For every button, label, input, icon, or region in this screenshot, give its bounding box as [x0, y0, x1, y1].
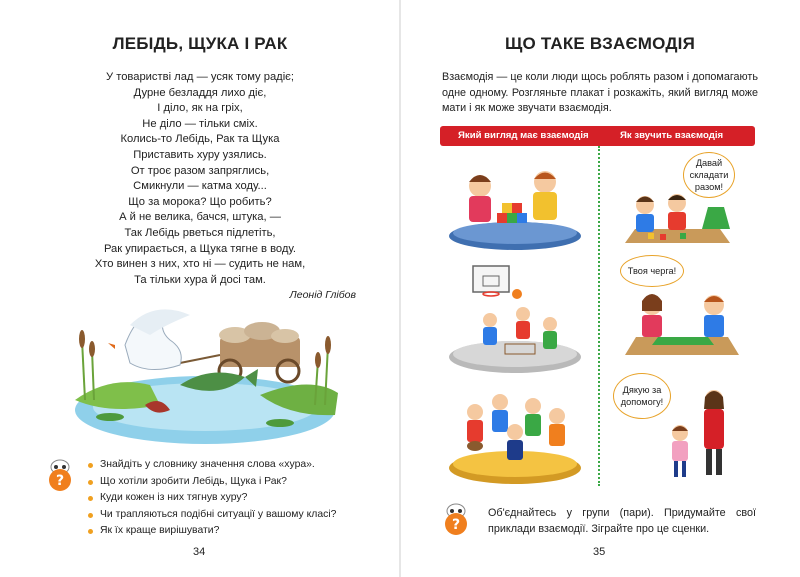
bar-label-sounds: Як звучить взаємодія: [620, 130, 724, 141]
poem-line: Рак упирається, а Щука тягне в воду.: [103, 242, 297, 255]
kids-playing-basketball-scene: [445, 262, 585, 377]
kids-music-band-scene: [445, 382, 585, 487]
speech-bubble-thanks: Дякую за допомогу!: [613, 373, 671, 419]
speech-bubble-build-together: Давай складати разом!: [683, 152, 735, 198]
poem-line: Не діло — тільки сміх.: [142, 117, 258, 130]
poem-line: І діло, як на гріх,: [157, 102, 243, 115]
right-page: [400, 0, 800, 577]
poem-line: Та тільки хура й досі там.: [134, 273, 266, 286]
svg-text:?: ?: [55, 473, 65, 489]
poster-divider: [598, 146, 600, 486]
speech-bubble-your-turn: Твоя черга!: [620, 255, 684, 287]
poem-line: Хто винен з них, хто ні — судить не нам,: [94, 258, 306, 271]
list-item: Чи трапляються подібні ситуації у вашому класі?: [88, 507, 336, 524]
swan-pike-crayfish-illustration: [70, 305, 340, 445]
poem-line: Колись-то Лебідь, Рак та Щука: [120, 133, 280, 146]
group-task-text: Об'єднайтесь у групи (пари). Придумайте свої приклади взаємодії. Зіграйте про це сценки.: [488, 507, 756, 535]
poster-header-bar: [440, 126, 755, 146]
poem-line: У товаристві лад — усяк тому радіє;: [105, 71, 295, 83]
poem-line: Що за морока? Що робить?: [128, 195, 272, 208]
poem-line: Дурне безладдя лихо діє,: [133, 86, 267, 99]
poem-line: А й не велика, бачся, штука, —: [119, 211, 281, 224]
kids-board-game-scene: [622, 285, 742, 365]
page-title: ЩО ТАКЕ ВЗАЄМОДІЯ: [505, 34, 695, 53]
list-item: Як їх краще вирішувати?: [88, 523, 336, 540]
teacher-and-child-scene: [662, 385, 737, 485]
intro-text: Взаємодія — це коли люди щось роблять разом і допомагають одне одному. Розгляньте плакат і розкажіть, який вигляд може мати і як може звучати взаємодія.: [442, 71, 758, 114]
poem-line: Смикнули — катма ходу...: [133, 180, 267, 193]
question-owl-icon: [442, 502, 470, 536]
poem-line: Так Лебідь рветься підлетіть,: [124, 226, 276, 239]
list-item: Знайдіть у словнику значення слова «хура».: [88, 457, 336, 474]
question-owl-icon: [46, 458, 74, 492]
bar-label-looks: Який вигляд має взаємодія: [458, 130, 589, 141]
poem-line: От троє разом запряглись,: [130, 164, 270, 177]
page-number-left: 34: [193, 546, 206, 558]
svg-text:?: ?: [451, 517, 461, 533]
poem-line: Приставить хуру узялись.: [133, 148, 267, 161]
list-item: Куди кожен із них тягнув хуру?: [88, 490, 336, 507]
poem-author: Леонід Глібов: [289, 289, 356, 301]
poem: [60, 70, 340, 288]
list-item: Що хотіли зробити Лебідь, Щука і Рак?: [88, 474, 336, 491]
page-number-right: 35: [593, 546, 606, 558]
poem-title: ЛЕБІДЬ, ЩУКА І РАК: [112, 34, 288, 53]
questions-list: [88, 457, 336, 540]
kids-building-blocks-scene: [445, 158, 585, 253]
